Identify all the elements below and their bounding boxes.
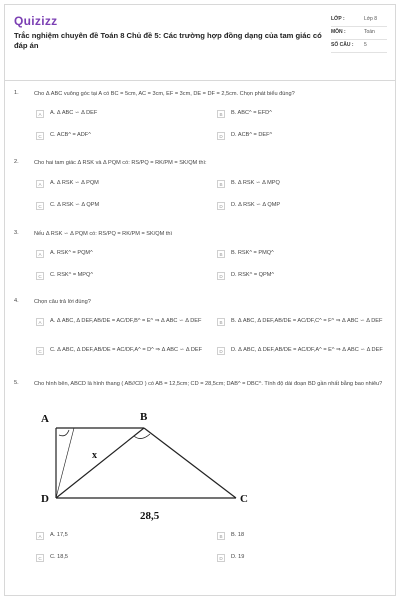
label-x: x	[92, 450, 97, 461]
question-2-option-c[interactable]: C C. Δ RSK ∽ Δ QPM	[36, 202, 186, 210]
question-2-option-d[interactable]: D D. Δ RSK ∽ Δ QMP	[217, 202, 377, 210]
question-4-option-a[interactable]: A A. Δ ABC, Δ DEF,AB/DE = AC/DF,B^ = E^ ⇒ Δ ABC ∽ Δ DEF	[36, 318, 212, 326]
question-3-option-b[interactable]: B B. RSK^ = PMQ^	[217, 250, 377, 258]
header-divider	[4, 80, 396, 81]
question-5-option-a[interactable]: A A. 17,5	[36, 532, 186, 540]
quizizz-logo: Quizizz	[14, 14, 58, 28]
label-a: A	[41, 413, 49, 425]
label-d: D	[41, 493, 49, 505]
page-title: Trắc nghiệm chuyên đề Toán 8 Chủ đề 5: Các trường hợp đồng dạng của tam giác có đáp án	[14, 31, 322, 50]
edge-bc	[144, 428, 236, 498]
meta-row-grade: LỚP : Lớp 8	[331, 14, 387, 27]
question-3-option-d[interactable]: D D. RSK^ = QPM^	[217, 272, 377, 280]
question-1-option-c[interactable]: C C. ACB^ = ADF^	[36, 132, 186, 140]
question-3-option-a[interactable]: A A. RSK^ = PQM^	[36, 250, 186, 258]
question-4-option-b[interactable]: B B. Δ ABC, Δ DEF,AB/DE = AC/DF,C^ = F^ ⇒ Δ ABC ∽ Δ DEF	[217, 318, 389, 326]
label-bottom-length: 28,5	[140, 510, 160, 522]
question-5-option-d[interactable]: D D. 19	[217, 554, 377, 562]
label-c: C	[240, 493, 248, 505]
helper-line	[56, 428, 74, 498]
question-1-option-a[interactable]: A A. Δ ABC ∽ Δ DEF	[36, 110, 186, 118]
question-5-option-c[interactable]: C C. 18,5	[36, 554, 186, 562]
question-3-option-c[interactable]: C C. RSK^ = MPQ^	[36, 272, 186, 280]
label-b: B	[140, 411, 148, 423]
question-4-option-d[interactable]: D D. Δ ABC, Δ DEF,AB/DE = AC/DF,A^ = E^ ⇒ Δ ABC ∽ Δ DEF	[217, 347, 389, 355]
diagonal-bd	[56, 428, 144, 498]
meta-row-count: SỐ CÂU : 5	[331, 40, 387, 53]
question-2-option-a[interactable]: A A. Δ RSK ∽ Δ PQM	[36, 180, 186, 188]
question-1-option-b[interactable]: B B. ABC^ = EFD^	[217, 110, 377, 118]
question-5-option-b[interactable]: B B. 18	[217, 532, 377, 540]
meta-panel	[331, 14, 387, 53]
angle-mark-a	[59, 430, 69, 436]
meta-row-subject: MÔN : Toán	[331, 27, 387, 40]
trapezoid-figure	[36, 402, 266, 522]
question-4-option-c[interactable]: C C. Δ ABC, Δ DEF,AB/DE = AC/DF,A^ = D^ ⇒ Δ ABC ∽ Δ DEF	[36, 347, 212, 355]
question-2-option-b[interactable]: B B. Δ RSK ∽ Δ MPQ	[217, 180, 377, 188]
question-1-option-d[interactable]: D D. ACB^ = DEF^	[217, 132, 377, 140]
